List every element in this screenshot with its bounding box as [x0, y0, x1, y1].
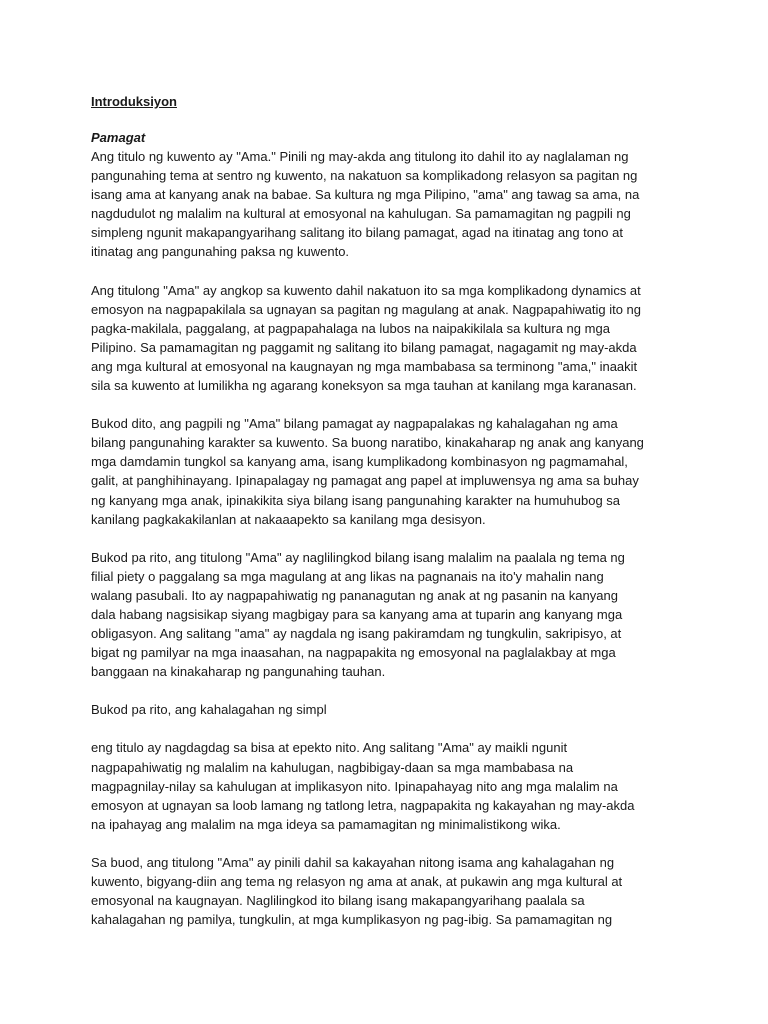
text-line: Bukod pa rito, ang kahalagahan ng simpl — [91, 702, 327, 718]
text-line: Ang titulo ng kuwento ay "Ama." Pinili ng may-akda ang titulong ito dahil ito ay naglalaman ng — [91, 149, 629, 164]
paragraph — [91, 147, 691, 262]
text-line: galit, at panghihinayang. Ipinapalagay ng pamagat ang papel at impluwensya ng ama sa buhay — [91, 473, 639, 489]
text-line: sila sa kuwento at lumilikha ng agarang koneksyon sa mga tauhan at kanilang mga karanasan. — [91, 378, 637, 394]
text-line: simpleng ngunit makapangyarihang salitang ito bilang pamagat, agad na itinatag ang tono at — [91, 225, 623, 241]
text-line: filial piety o paggalang sa mga magulang at ang likas na pagnanais na ito'y mahalin nang — [91, 568, 604, 584]
text-line: emosyon na nagpapakilala sa ugnayan sa pagitan ng magulang at anak. Nagpapahiwatig ito ng — [91, 301, 642, 317]
text-line: Bukod dito, ang pagpili ng "Ama" bilang pamagat ay nagpapalakas ng kahalagahan ng ama — [91, 416, 618, 432]
text-line: kanilang pagkakakilanlan at nakaaapekto sa kanilang mga desisyon. — [91, 511, 486, 527]
text-line: nagpapahiwatig ng malalim na kahulugan, nagbibigay-daan sa mga mambabasa na — [91, 759, 574, 775]
text-line: ang mga kultural at emosyonal na kaugnayan ng mga mambabasa sa terminong "ama," inaakit — [91, 358, 638, 374]
text-line: bigat ng pamilyar na mga inaasahan, na nagpapakita ng emosyonal na paglalakbay at mga — [91, 645, 616, 661]
text-line: itinatag ang pangunahing paksa ng kuwento. — [91, 244, 350, 260]
text-line: emosyon at ugnayan sa loob lamang ng tatlong letra, nagpapakita ng kakayahan ng may-akda — [91, 797, 635, 813]
paragraph — [91, 414, 691, 529]
paragraph — [91, 548, 691, 682]
document-page — [91, 92, 691, 948]
text-line: banggaan na kinakaharap ng pangunahing tauhan. — [91, 664, 386, 680]
text-line: ng kanyang mga anak, ipinakikita siya bilang isang pangunahing karakter na humuhubog sa — [91, 492, 621, 508]
text-line: obligasyon. Ang salitang "ama" ay nagdala ng isang pakiramdam ng tungkulin, sakripisyo, at — [91, 626, 622, 642]
paragraph — [91, 738, 691, 833]
text-line: mga damdamin tungkol sa kanyang ama, isang kumplikadong kombinasyon ng pagmamahal, — [91, 454, 628, 470]
text-line: pagka-makilala, paggalang, at pagpapahalaga na lubos na naipakikilala sa kultura ng mga — [91, 320, 610, 336]
text-line: walang pasubali. Ito ay nagpapahiwatig ng pananagutan ng anak at ng pasanin na kanyang — [91, 587, 618, 603]
text-line: kahalagahan ng pamilya, tungkulin, at mga kumplikasyon ng pag-ibig. Sa pamamagitan ng — [91, 912, 613, 928]
text-line: emosyonal na kaugnayan. Naglilingkod ito bilang isang makapangyarihang paalala sa — [91, 893, 585, 909]
subsection-heading: Pamagat — [91, 130, 146, 145]
text-line: nagdudulot ng malalim na kultural at emosyonal na kahulugan. Sa pamamagitan ng pagpili ng — [91, 206, 631, 222]
text-line: Pilipino. Sa pamamagitan ng paggamit ng salitang ito bilang pamagat, nagagamit ng may-akda — [91, 339, 637, 355]
text-line: dala habang nagsisikap siyang magbigay para sa kanyang ama at tuparin ang kanyang mga — [91, 606, 623, 622]
text-line: kuwento, bigyang-diin ang tema ng relasyon ng ama at anak, at pukawin ang mga kultural at — [91, 874, 623, 889]
text-line: na ipahayag ang malalim na mga ideya sa pamamagitan ng minimalistikong wika. — [91, 816, 561, 832]
text-line: pangunahing tema at sentro ng kuwento, na nakatuon sa komplikadong relasyon sa pagitan ng — [91, 168, 638, 184]
document-body — [91, 147, 691, 929]
text-line: Sa buod, ang titulong "Ama" ay pinili dahil sa kakayahan nitong isama ang kahalagahan ng — [91, 854, 615, 870]
text-line: Ang titulong "Ama" ay angkop sa kuwento dahil nakatuon ito sa mga komplikadong dynamics at — [91, 282, 641, 298]
paragraph — [91, 281, 691, 396]
paragraph — [91, 853, 691, 929]
paragraph — [91, 700, 691, 719]
text-line: Bukod pa rito, ang titulong "Ama" ay naglilingkod bilang isang malalim na paalala ng tema ng — [91, 549, 625, 565]
text-line: bilang pangunahing karakter sa kuwento. Sa buong naratibo, kinakaharap ng anak ang kanyang — [91, 435, 644, 451]
text-line: magpagnilay-nilay sa kahulugan at implikasyon nito. Ipinapahayag nito ang mga malalim na — [91, 778, 618, 794]
section-heading: Introduksiyon — [91, 94, 177, 109]
text-line: isang ama at kanyang anak na babae. Sa kultura ng mga Pilipino, "ama" ang tawag sa ama, na — [91, 187, 640, 203]
text-line: eng titulo ay nagdagdag sa bisa at epekto nito. Ang salitang "Ama" ay maikli ngunit — [91, 740, 568, 756]
